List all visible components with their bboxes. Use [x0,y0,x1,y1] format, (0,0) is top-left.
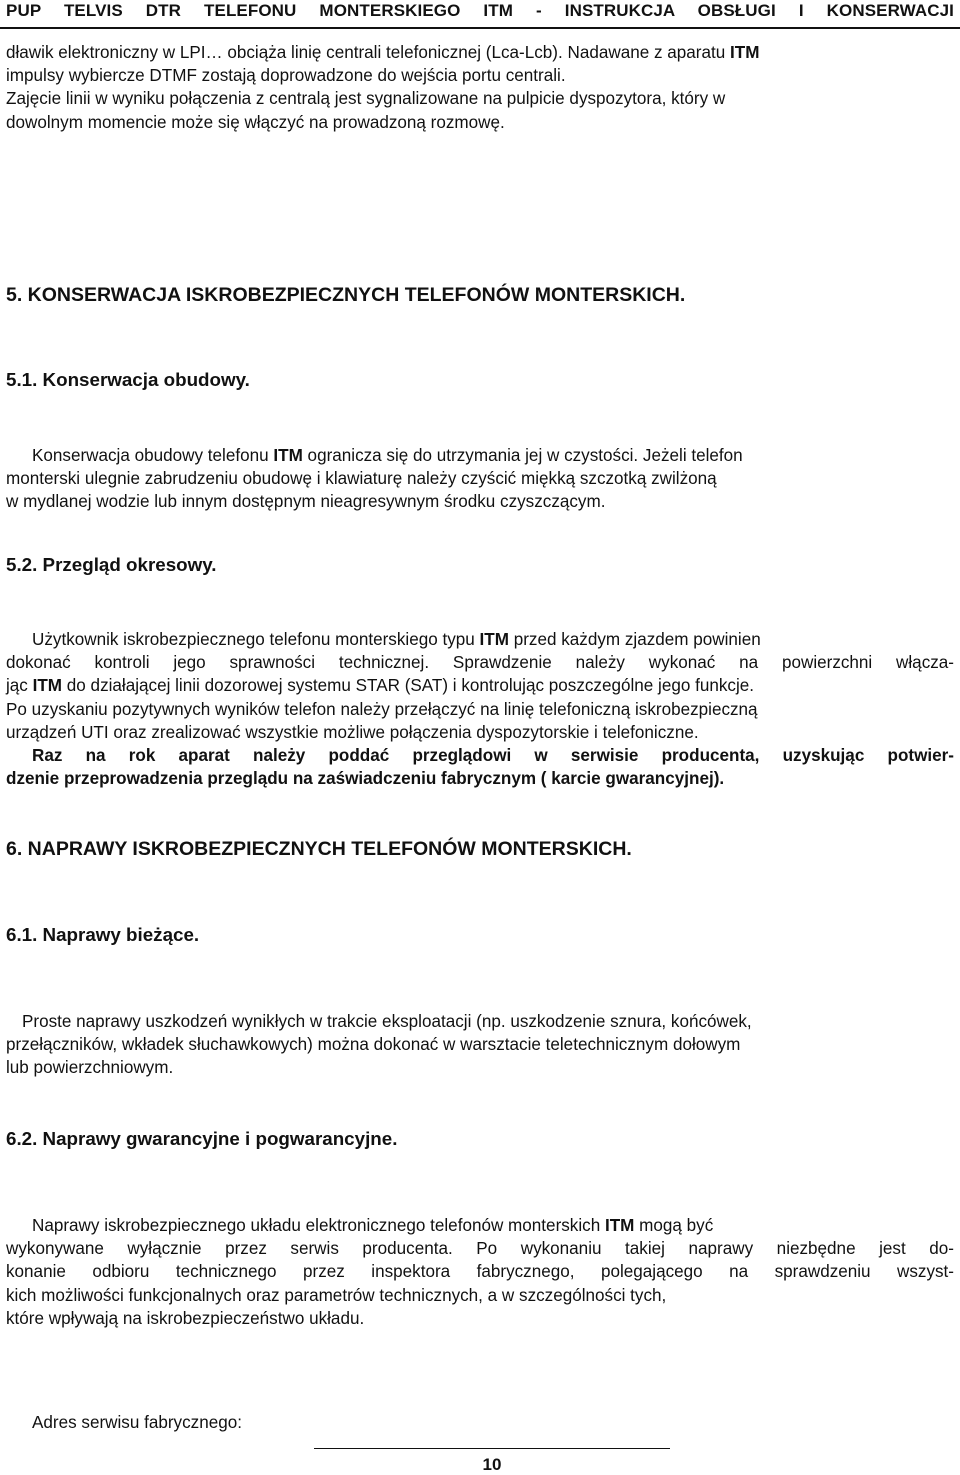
intro-line-3: Zajęcie linii w wyniku połączenia z centralą jest sygnalizowane na pulpicie dyspozytora, który w [6,89,726,109]
s62-line-5: które wpływają na iskrobezpieczeństwo układu. [6,1308,365,1328]
s52-line-7-bold: dzenie przeprowadzenia przeglądu na zaświadczeniu fabrycznym ( karcie gwarancyjnej). [6,769,725,789]
page-number: 10 [482,1455,502,1474]
section-6-2-heading: 6.2. Naprawy gwarancyjne i pogwarancyjne. [6,1128,398,1149]
intro-line-2: impulsy wybiercze DTMF zostają doprowadzone do wejścia portu centrali. [6,66,566,86]
s51-line-2: monterski ulegnie zabrudzeniu obudowę i klawiaturę należy czyścić miękką szczotką zwilżoną [6,469,717,489]
s51-line-1: Konserwacja obudowy telefonu ITM ogranicza się do utrzymania jej w czystości. Jeżeli telefon [32,446,743,465]
s61-line-3: lub powierzchniowym. [6,1058,174,1078]
section-6-1-paragraph [6,1010,954,1080]
s52-line-1: Użytkownik iskrobezpiecznego telefonu monterskiego typu ITM przed każdym zjazdem powinien [32,630,761,649]
intro-line-1: dławik elektroniczny w LPI… obciąża linię centrali telefonicznej (Lca-Lcb). Nadawane z aparatu ITM [6,43,760,62]
section-5-2-heading: 5.2. Przegląd okresowy. [6,554,217,575]
s52-line-3: jąc ITM do działającej linii dozorowej systemu STAR (SAT) i kontrolując poszczególne jego funkcje. [6,676,755,696]
s52-line-4: Po uzyskaniu pozytywnych wyników telefon należy przełączyć na linię telefoniczną iskrobezpieczną [6,699,758,719]
s52-line-6-bold: Raz na rok aparat należy poddać przeglądowi w serwisie producenta, uzyskując potwier- [32,746,954,766]
section-6-1-heading: 6.1. Naprawy bieżące. [6,924,200,945]
s62-line-4: kich możliwości funkcjonalnych oraz parametrów technicznych, a w szczególności tych, [6,1285,667,1305]
service-address-label: Adres serwisu fabrycznego: [32,1413,242,1432]
s62-line-3: konanie odbioru technicznego przez inspektora fabrycznego, polegającego na sprawdzeniu wszyst- [6,1262,954,1282]
s52-line-5: urządzeń UTI oraz zrealizować wszystkie możliwe połączenia dyspozytorskie i telefoniczne. [6,722,699,742]
intro-line-4: dowolnym momencie może się włączyć na prowadzoną rozmowę. [6,112,505,132]
section-6-2-paragraph [6,1214,954,1330]
page-header [0,0,960,29]
s51-line-3: w mydlanej wodzie lub innym dostępnym nieagresywnym środku czyszczącym. [6,492,606,512]
header-title: PUP TELVIS DTR TELEFONU MONTERSKIEGO ITM - INSTRUKCJA OBSŁUGI I KONSERWACJI [6,1,954,20]
s61-line-1: Proste naprawy uszkodzeń wynikłych w trakcie eksploatacji (np. uszkodzenie sznura, końcówek, [22,1012,752,1031]
s61-line-2: przełączników, wkładek słuchawkowych) można dokonać w warsztacie teletechnicznym dołowym [6,1035,741,1055]
section-5-1-heading: 5.1. Konserwacja obudowy. [6,369,250,390]
section-6-heading: 6. NAPRAWY ISKROBEZPIECZNYCH TELEFONÓW MONTERSKICH. [6,838,632,860]
s52-line-2: dokonać kontroli jego sprawności technicznej. Sprawdzenie należy wykonać na powierzchni włącza- [6,653,954,673]
section-5-heading: 5. KONSERWACJA ISKROBEZPIECZNYCH TELEFONÓW MONTERSKICH. [6,284,686,306]
intro-paragraph [6,41,954,134]
s62-line-2: wykonywane wyłącznie przez serwis producenta. Po wykonaniu takiej naprawy niezbędne jest do- [6,1239,954,1259]
footer-divider [314,1448,670,1449]
section-5-2-paragraph [6,628,954,790]
section-5-1-paragraph [6,444,954,514]
s62-line-1: Naprawy iskrobezpiecznego układu elektronicznego telefonów monterskich ITM mogą być [32,1216,714,1235]
